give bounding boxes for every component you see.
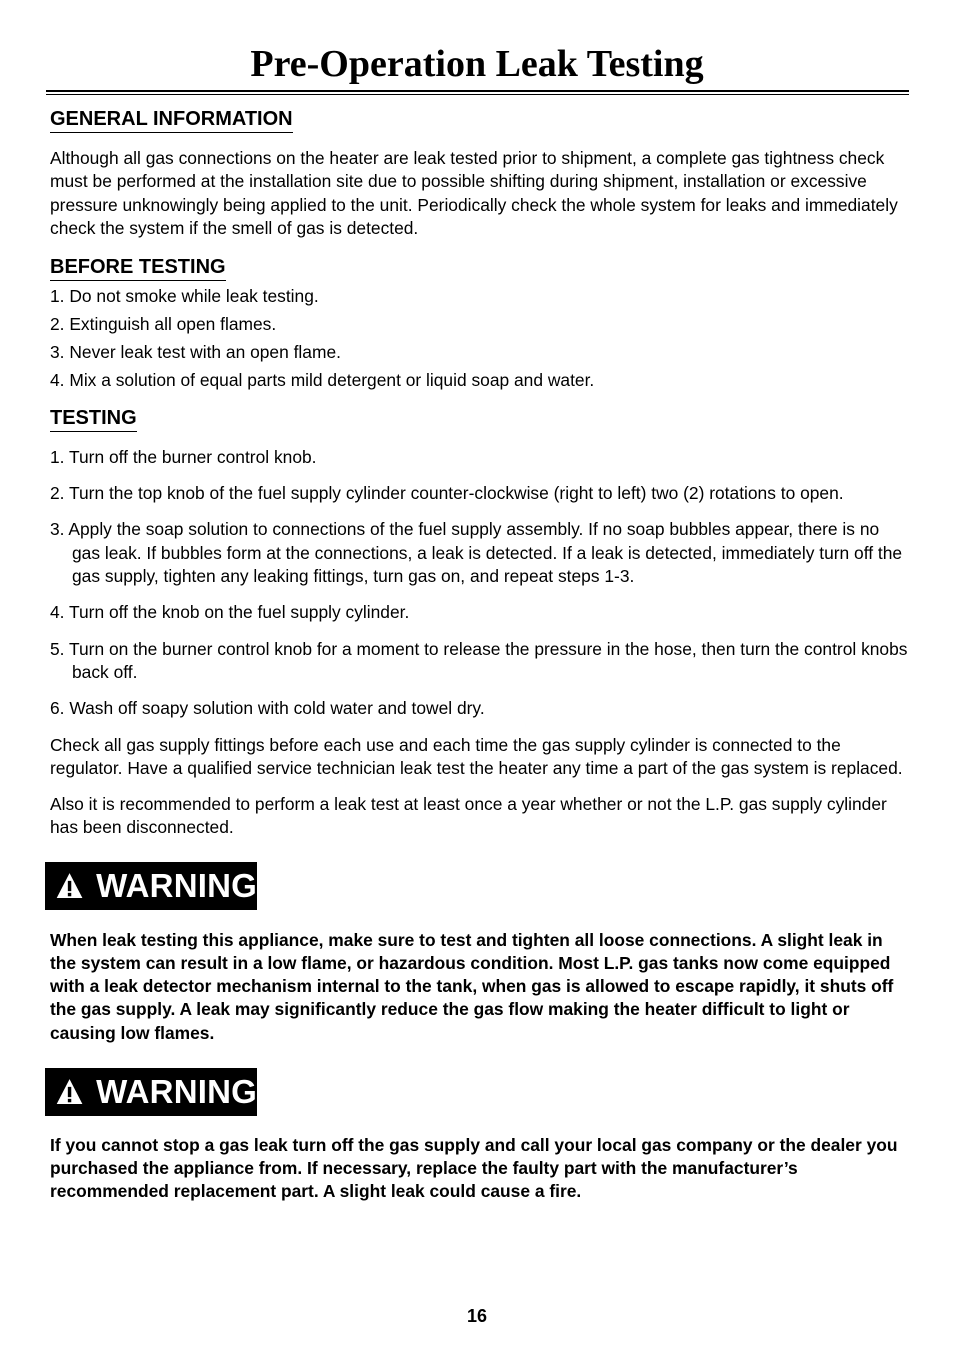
warning-banner	[45, 862, 257, 910]
testing-section	[50, 405, 910, 840]
warning-block-1	[45, 862, 910, 910]
before-testing-list	[50, 285, 910, 392]
before-testing-item: 3. Never leak test with an open flame.	[50, 341, 341, 362]
page-number: 16	[466, 1306, 488, 1326]
warning-block-2	[45, 1068, 910, 1116]
testing-step: 1. Turn off the burner control knob.	[50, 446, 317, 467]
page-title: Pre-Operation Leak Testing	[250, 43, 704, 85]
testing-step: 3. Apply the soap solution to connections of the fuel supply assembly. If no soap bubbles appear, there is no gas leak. If bubbles form at the connections, a leak is detected. If a leak is detected, immediately turn off the gas supply, tighten any leaking fittings, turn gas on, and repeat steps 1-3.	[50, 519, 903, 587]
warning-label: WARNING	[96, 866, 257, 904]
check-fittings-paragraph: Check all gas supply fittings before each use and each time the gas supply cylinder is connected to the regulator. Have a qualified service technician leak test the heater any time a part of the gas system is replaced.	[50, 734, 903, 778]
testing-heading: TESTING	[50, 405, 137, 432]
general-information-heading: GENERAL INFORMATION	[50, 106, 293, 133]
testing-step: 2. Turn the top knob of the fuel supply cylinder counter-clockwise (right to left) two (2) rotations to open.	[50, 483, 844, 504]
warning-banner	[45, 1068, 257, 1116]
testing-steps-list	[50, 446, 910, 721]
title-rule-thin	[46, 94, 909, 95]
page-content	[50, 106, 910, 1203]
testing-step: 6. Wash off soapy solution with cold water and towel dry.	[50, 698, 485, 719]
warning-triangle-icon	[55, 869, 84, 903]
general-information-text: Although all gas connections on the heater are leak tested prior to shipment, a complete gas tightness check must be performed at the installation site due to possible shifting during shipment, installation or excessive pressure unknowingly being applied to the unit. Periodically check the whole system for leaks and immediately check the system if the smell of gas is detected.	[50, 148, 898, 238]
before-testing-item: 2. Extinguish all open flames.	[50, 313, 277, 334]
before-testing-item: 1. Do not smoke while leak testing.	[50, 286, 319, 307]
annual-test-paragraph: Also it is recommended to perform a leak test at least once a year whether or not the L.P. gas supply cylinder has been disconnected.	[50, 794, 887, 838]
title-rule-thick	[46, 90, 909, 92]
warning-triangle-icon	[55, 1075, 84, 1109]
before-testing-heading: BEFORE TESTING	[50, 254, 226, 281]
warning-text-1: When leak testing this appliance, make sure to test and tighten all loose connections. A slight leak in the system can result in a low flame, or hazardous condition. Most L.P. gas tanks now come equipped with a leak detector mechanism internal to the tank, when gas is allowed to escape rapidly, it shuts off the gas supply. A leak may significantly reduce the gas flow making the heater difficult to light or causing low flames.	[50, 929, 894, 1043]
testing-step: 4. Turn off the knob on the fuel supply cylinder.	[50, 602, 410, 623]
testing-step: 5. Turn on the burner control knob for a moment to release the pressure in the hose, then turn the control knobs back off.	[50, 638, 908, 682]
before-testing-section	[50, 254, 910, 392]
warning-label: WARNING	[96, 1072, 257, 1110]
before-testing-item: 4. Mix a solution of equal parts mild detergent or liquid soap and water.	[50, 369, 595, 390]
warning-text-2: If you cannot stop a gas leak turn off the gas supply and call your local gas company or the dealer you purchased the appliance from. If necessary, replace the faulty part with the manufacturer’s recommended replacement part. A slight leak could cause a fire.	[50, 1134, 898, 1202]
general-information-section	[50, 106, 910, 240]
